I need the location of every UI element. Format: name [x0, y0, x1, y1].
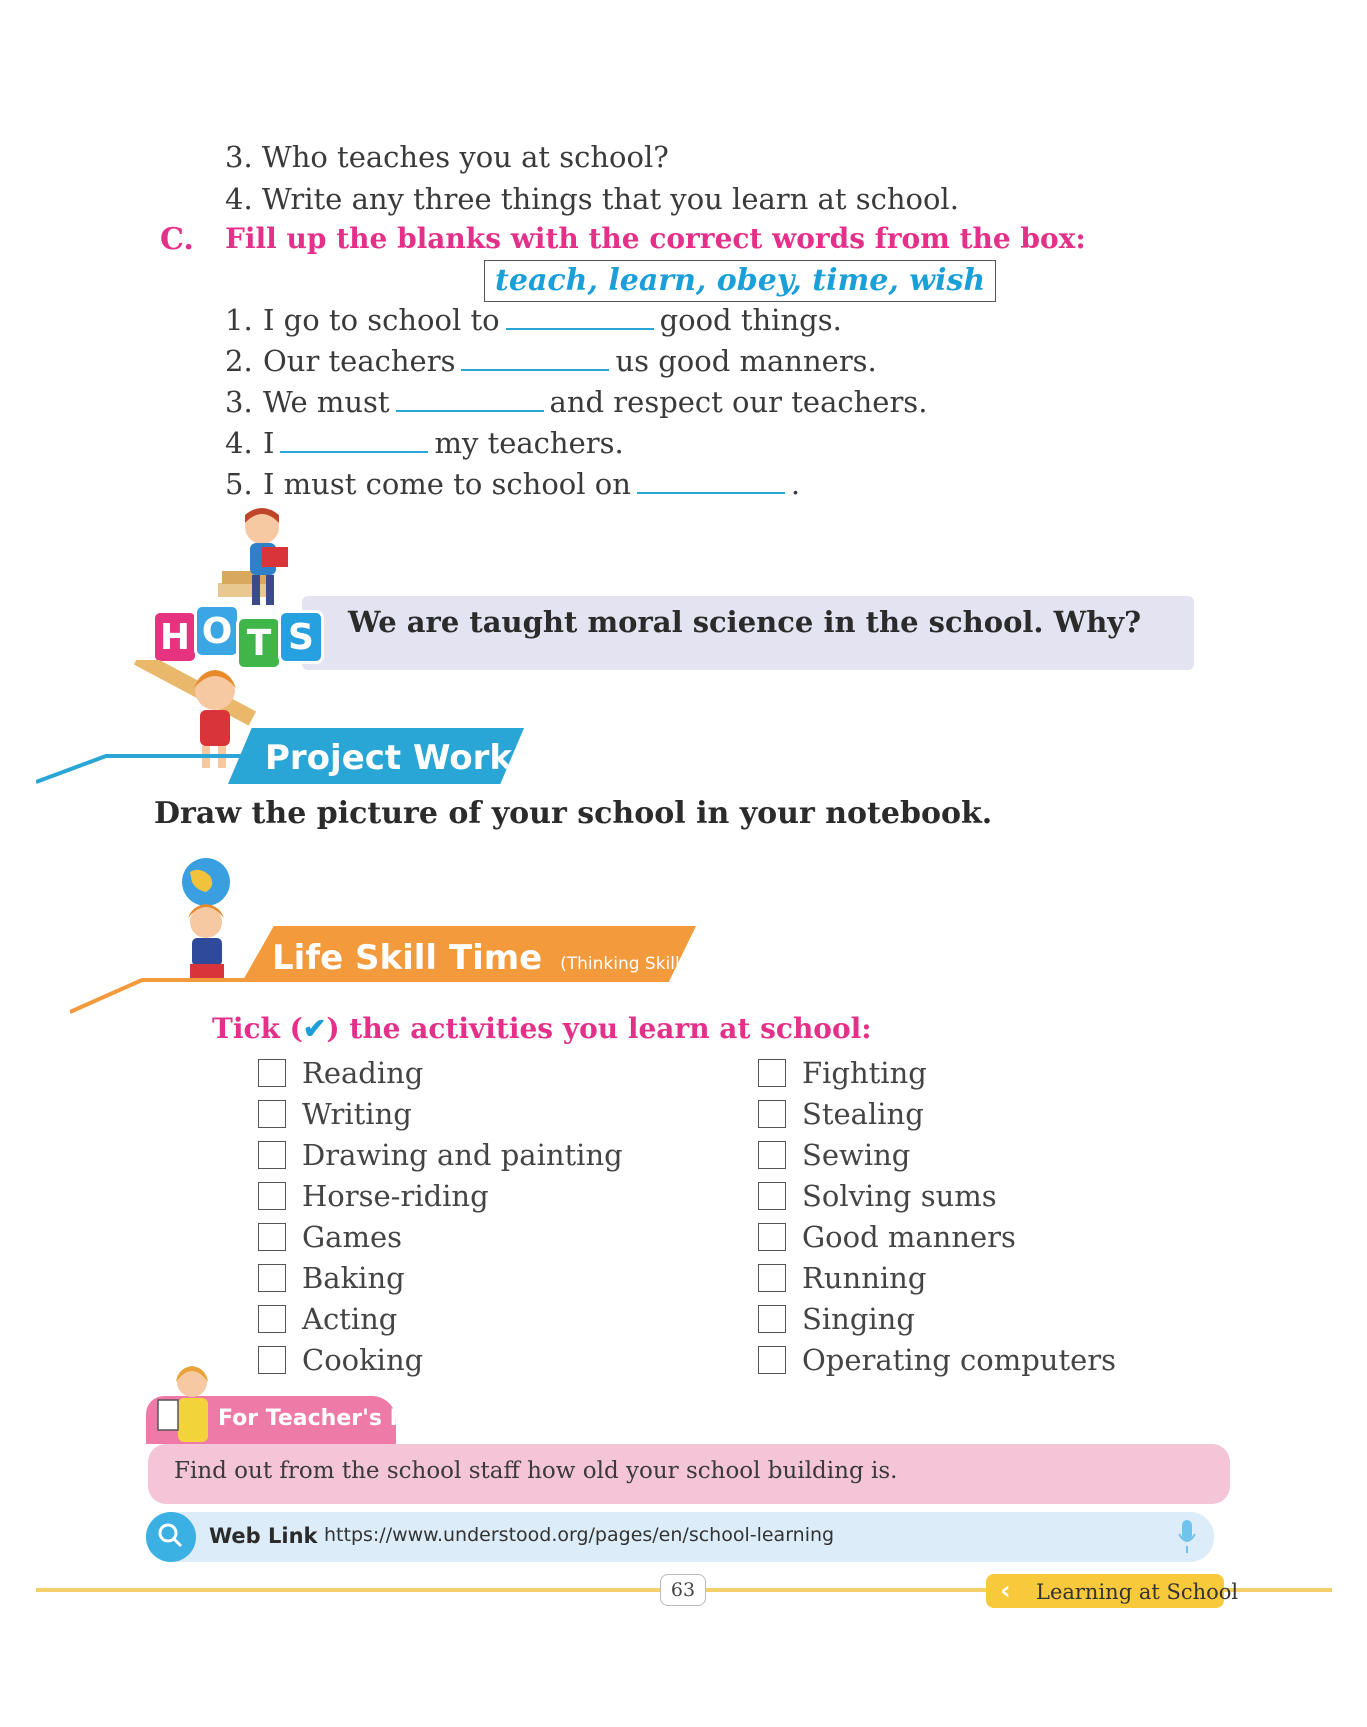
item-before: Our teachers	[263, 344, 456, 378]
teacher-help-text: Find out from the school staff how old your school building is.	[174, 1458, 898, 1484]
microphone-icon[interactable]	[1178, 1520, 1196, 1554]
item-after: and respect our teachers.	[549, 385, 928, 419]
item-number: 4.	[225, 426, 253, 460]
activity-label: Solving sums	[802, 1178, 997, 1213]
search-icon-circle	[146, 1512, 196, 1562]
activity-checkbox[interactable]	[258, 1182, 286, 1210]
activity-label: Drawing and painting	[302, 1137, 623, 1172]
question-text: Write any three things that you learn at school.	[261, 182, 959, 216]
activity-item	[758, 1052, 1116, 1093]
item-before: I	[263, 426, 275, 460]
activity-checkbox[interactable]	[258, 1059, 286, 1087]
activity-checkbox[interactable]	[758, 1141, 786, 1169]
project-work-title: Project Work	[265, 738, 513, 778]
fill-item-5	[225, 466, 800, 501]
question-text: Who teaches you at school?	[261, 140, 669, 174]
fill-item-1	[225, 302, 842, 337]
activity-item	[758, 1093, 1116, 1134]
chevron-left-icon: ‹	[1000, 1576, 1011, 1606]
tick-instruction-prefix: Tick (	[212, 1012, 303, 1045]
activity-item	[758, 1175, 1116, 1216]
activity-item	[258, 1298, 623, 1339]
activity-label: Singing	[802, 1301, 915, 1336]
activity-item	[258, 1134, 623, 1175]
hots-question: We are taught moral science in the school. Why?	[348, 605, 1142, 639]
activity-item	[758, 1339, 1116, 1380]
activity-label: Fighting	[802, 1055, 927, 1090]
activity-checkbox[interactable]	[758, 1264, 786, 1292]
activity-item	[258, 1175, 623, 1216]
word-box: teach, learn, obey, time, wish	[484, 260, 996, 302]
activity-checkbox[interactable]	[758, 1059, 786, 1087]
item-after: .	[790, 467, 801, 501]
question-b4	[225, 182, 959, 216]
question-number: 4.	[225, 182, 253, 216]
hots-letter: H	[152, 610, 198, 664]
activity-label: Stealing	[802, 1096, 924, 1131]
item-number: 5.	[225, 467, 253, 501]
fill-item-3	[225, 384, 927, 419]
section-c-letter: C.	[160, 222, 194, 257]
activity-checkbox[interactable]	[258, 1100, 286, 1128]
item-before: I go to school to	[263, 303, 500, 337]
life-skill-title: Life Skill Time	[272, 938, 543, 978]
activity-label: Good manners	[802, 1219, 1016, 1254]
question-b3	[225, 140, 669, 174]
blank-field[interactable]	[637, 466, 785, 494]
blank-field[interactable]	[280, 425, 428, 453]
life-skill-subtitle: (Thinking Skills)	[560, 954, 696, 974]
activity-item	[758, 1216, 1116, 1257]
activity-item	[758, 1134, 1116, 1175]
web-link-label: Web Link	[209, 1524, 318, 1548]
blank-field[interactable]	[506, 302, 654, 330]
activity-checkbox[interactable]	[758, 1305, 786, 1333]
activity-item	[258, 1052, 623, 1093]
project-work-task: Draw the picture of your school in your notebook.	[154, 796, 993, 831]
item-after: us good manners.	[615, 344, 877, 378]
activity-checkbox[interactable]	[758, 1346, 786, 1374]
teacher-help-label: For Teacher's Help	[218, 1406, 447, 1431]
web-link-url[interactable]: https://www.understood.org/pages/en/school-learning	[324, 1524, 835, 1546]
item-after: good things.	[659, 303, 842, 337]
activity-label: Baking	[302, 1260, 405, 1295]
item-before: I must come to school on	[263, 467, 631, 501]
activity-checkbox[interactable]	[758, 1100, 786, 1128]
chapter-title: Learning at School	[1036, 1580, 1239, 1604]
activity-checkbox[interactable]	[258, 1346, 286, 1374]
item-before: We must	[263, 385, 390, 419]
activity-item	[258, 1093, 623, 1134]
tick-icon: ✔	[302, 1012, 327, 1045]
item-number: 2.	[225, 344, 253, 378]
activity-item	[758, 1257, 1116, 1298]
activities-left-column	[258, 1052, 623, 1380]
tick-instruction-suffix: ) the activities you learn at school:	[326, 1012, 872, 1045]
item-number: 3.	[225, 385, 253, 419]
activity-label: Acting	[302, 1301, 398, 1336]
hots-letter: O	[194, 604, 240, 658]
fill-item-4	[225, 425, 624, 460]
activity-label: Running	[802, 1260, 927, 1295]
activity-item	[258, 1257, 623, 1298]
activity-label: Reading	[302, 1055, 424, 1090]
hots-letter: S	[278, 610, 324, 664]
activity-label: Horse-riding	[302, 1178, 489, 1213]
question-number: 3.	[225, 140, 253, 174]
activity-item	[258, 1339, 623, 1380]
activity-checkbox[interactable]	[258, 1223, 286, 1251]
tick-instruction	[212, 1012, 872, 1045]
activity-checkbox[interactable]	[758, 1223, 786, 1251]
activities-right-column	[758, 1052, 1116, 1380]
activity-checkbox[interactable]	[758, 1182, 786, 1210]
life-skill-title-group	[272, 938, 695, 978]
item-after: my teachers.	[434, 426, 624, 460]
blank-field[interactable]	[461, 343, 609, 371]
activity-checkbox[interactable]	[258, 1141, 286, 1169]
teacher-illustration	[154, 1360, 218, 1448]
page-number: 63	[660, 1574, 706, 1606]
search-icon	[146, 1512, 196, 1562]
fill-item-2	[225, 343, 877, 378]
activity-label: Sewing	[802, 1137, 911, 1172]
activity-checkbox[interactable]	[258, 1264, 286, 1292]
activity-label: Operating computers	[802, 1342, 1117, 1377]
blank-field[interactable]	[396, 384, 544, 412]
activity-checkbox[interactable]	[258, 1305, 286, 1333]
activity-label: Cooking	[302, 1342, 424, 1377]
item-number: 1.	[225, 303, 253, 337]
section-c-instruction: Fill up the blanks with the correct words from the box:	[225, 222, 1086, 255]
boy-reading-illustration	[218, 505, 298, 615]
activity-label: Writing	[302, 1096, 412, 1131]
activity-item	[758, 1298, 1116, 1339]
hots-letter: T	[236, 616, 282, 670]
activity-label: Games	[302, 1219, 402, 1254]
activity-item	[258, 1216, 623, 1257]
